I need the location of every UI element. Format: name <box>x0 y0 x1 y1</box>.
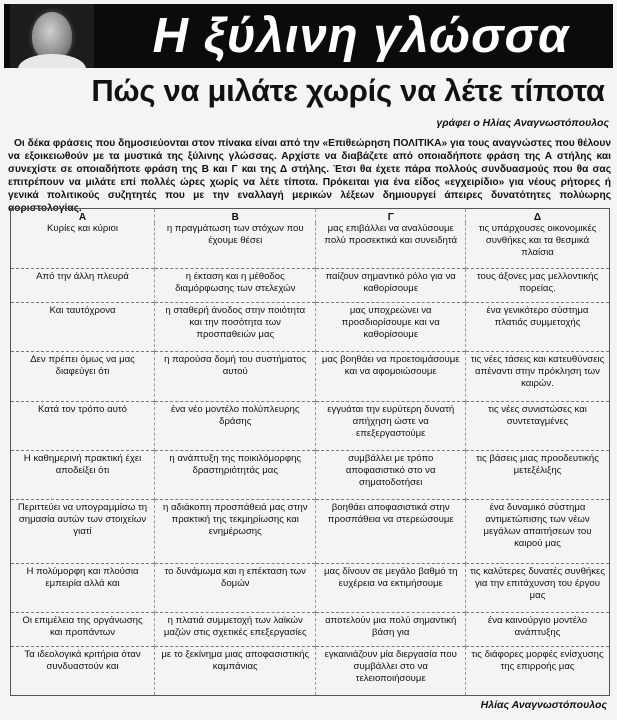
column-header-a: Α <box>78 212 87 223</box>
table-row <box>11 563 609 612</box>
table-cell: τις βάσεις μιας προοδευτικής μετεξέλιξης <box>465 450 609 499</box>
table-cell: αποτελούν μια πολύ σημαντική βάση για <box>316 612 466 646</box>
table-row <box>11 352 609 401</box>
table-cell: Κυρίες και κύριοι <box>47 223 118 234</box>
table-cell: ένα καινούργιο μοντέλο ανάπτυξης <box>465 612 609 646</box>
column-header-b: Β <box>155 209 316 223</box>
table-cell: εγκαινιάζουν μία διεργασία που συμβάλλει στο να τελειοποιήσουμε <box>316 646 466 695</box>
table-row <box>11 401 609 450</box>
table-cell: Περιττεύει να υπογραμμίσω τη σημασία αυτών των στοιχείων γιατί <box>11 499 155 563</box>
table-cell: η έκταση και η μέθοδος διαμόρφωσης των στελεχών <box>155 269 316 303</box>
author-photo <box>10 4 94 68</box>
table-cell: τους άξονες μας μελλοντικής πορείας. <box>465 269 609 303</box>
intro-paragraph: Οι δέκα φράσεις που δημοσιεύονται στον πίνακα είναι από την «Επιθεώρηση ΠΟΛΙΤΙΚΑ» για τους αναγνώστες που θέλουν να εξοικειωθούν με τα μυστικά της ξύλινης γλώσσας. Αρχίστε να διαβάζετε από οποιαδήποτε φράση της Α στήλης και συνεχίστε σε οποιαδήποτε φράση της Β και Γ και της Δ στήλης. Έτσι θα έχετε πάρα πολλούς συνδυασμούς που θα σας επιτρέπουν να μιλάτε επί πολλές ώρες χωρίς να λέτε τίποτα. Πρόκειται για ένα είδος «εγχειρίδιο» για νέους ρήτορες ή γενικά πολιτικούς συζητητές που με την εναλλαγή μερικών λέξεων δημιουργεί άπειρες δυνατότητες πολύωρης αοριστολογίας. <box>8 138 611 214</box>
table-cell: τις υπάρχουσες οικονομικές συνθήκες και τα θεσμικά πλαίσια <box>465 223 609 269</box>
table-cell: Από την άλλη πλευρά <box>11 269 155 303</box>
phrase-table <box>10 208 610 696</box>
table-row <box>11 646 609 695</box>
table-row <box>11 612 609 646</box>
table-cell: η σταθερή άνοδος στην ποιότητα και την ποσότητα των προσπαθειών μας <box>155 303 316 352</box>
table-cell: Και ταυτόχρονα <box>11 303 155 352</box>
table-row <box>11 303 609 352</box>
table-row <box>11 223 609 269</box>
table-row <box>11 269 609 303</box>
table-cell: τις καλύτερες δυνατές συνθήκες για την επιτάχυνση του έργου μας <box>465 563 609 612</box>
table-cell: η ανάπτυξη της ποικιλόμορφης δραστηριότητάς μας <box>155 450 316 499</box>
table-header-row <box>11 209 609 223</box>
column-header-c: Γ <box>316 209 466 223</box>
table-cell: παίζουν σημαντικό ρόλο για να καθορίσουμε <box>316 269 466 303</box>
table-cell: η παρούσα δομή του συστήματος αυτού <box>155 352 316 401</box>
table-cell: Κατά τον τρόπο αυτό <box>11 401 155 450</box>
title-banner <box>4 4 613 68</box>
table-cell: με το ξεκίνημα μιας αποφασιστικής καμπάνιας <box>155 646 316 695</box>
table-cell: τις διάφορες μορφές ενίσχυσης της επιρροής μας <box>465 646 609 695</box>
table-cell: βοηθάει αποφασιστικά στην προσπάθεια να στερεώσουμε <box>316 499 466 563</box>
article-subtitle: Πώς να μιλάτε χωρίς να λέτε τίποτα <box>91 73 605 108</box>
byline: γράφει ο Ηλίας Αναγνωστόπουλος <box>436 117 609 129</box>
phrase-table-grid <box>11 209 609 695</box>
table-cell: Δεν πρέπει όμως να μας διαφεύγει ότι <box>11 352 155 401</box>
article-title: Η ξύλινη γλώσσα <box>152 9 570 63</box>
column-header-d: Δ <box>465 209 609 223</box>
table-cell: ένα νέο μοντέλο πολύπλευρης δράσης <box>155 401 316 450</box>
table-cell: μας δίνουν σε μεγάλο βαθμό τη ευχέρεια να εκτιμήσουμε <box>316 563 466 612</box>
table-cell: Τα ιδεολογικά κριτήρια όταν συνδυαστούν και <box>11 646 155 695</box>
table-cell: συμβάλλει με τρόπο αποφασιστικό στο να σηματοδοτήσει <box>316 450 466 499</box>
table-cell: ένα γενικότερο σύστημα πλατιάς συμμετοχής <box>465 303 609 352</box>
table-row <box>11 450 609 499</box>
table-cell: τις νέες συνιστώσες και συντεταγμένες <box>465 401 609 450</box>
table-cell: η αδιάκοπη προσπάθειά μας στην πρακτική της τεκμηρίωσης και ενημέρωσης <box>155 499 316 563</box>
table-cell: η πραγμάτωση των στόχων που έχουμε θέσει <box>155 223 316 269</box>
author-photo-shoulder <box>18 54 86 68</box>
table-row <box>11 499 609 563</box>
table-cell: τις νέες τάσεις και κατευθύνσεις απέναντι στην πρόκληση των καιρών. <box>465 352 609 401</box>
table-cell: εγγυάται την ευρύτερη δυνατή απήχηση ώστε να επεξεργαστούμε <box>316 401 466 450</box>
table-cell: Οι επιμέλεια της οργάνωσης και προπάντων <box>11 612 155 646</box>
table-cell: Η καθημερινή πρακτική έχει αποδείξει ότι <box>11 450 155 499</box>
table-cell: μας βοηθάει να προετοιμάσουμε και να αφομοιώσουμε <box>316 352 466 401</box>
table-cell: ένα δυναμικό σύστημα αντιμετώπισης των νέων μεγάλων απαιτήσεων του καιρού μας <box>465 499 609 563</box>
table-cell: η πλατιά συμμετοχή των λαϊκών μαζών στις σχετικές επεξεργασίες <box>155 612 316 646</box>
table-cell: μας επιβάλλει να αναλύσουμε πολύ προσεκτικά και συνειδητά <box>316 223 466 269</box>
footer-author: Ηλίας Αναγνωστόπουλος <box>480 699 607 711</box>
table-cell: μας υποχρεώνει να προσδιορίσουμε και να καθορίσουμε <box>316 303 466 352</box>
author-photo-head <box>32 12 72 60</box>
table-cell: το δυνάμωμα και η επέκταση των δομών <box>155 563 316 612</box>
table-cell: Η πολύμορφη και πλούσια εμπειρία αλλά και <box>11 563 155 612</box>
